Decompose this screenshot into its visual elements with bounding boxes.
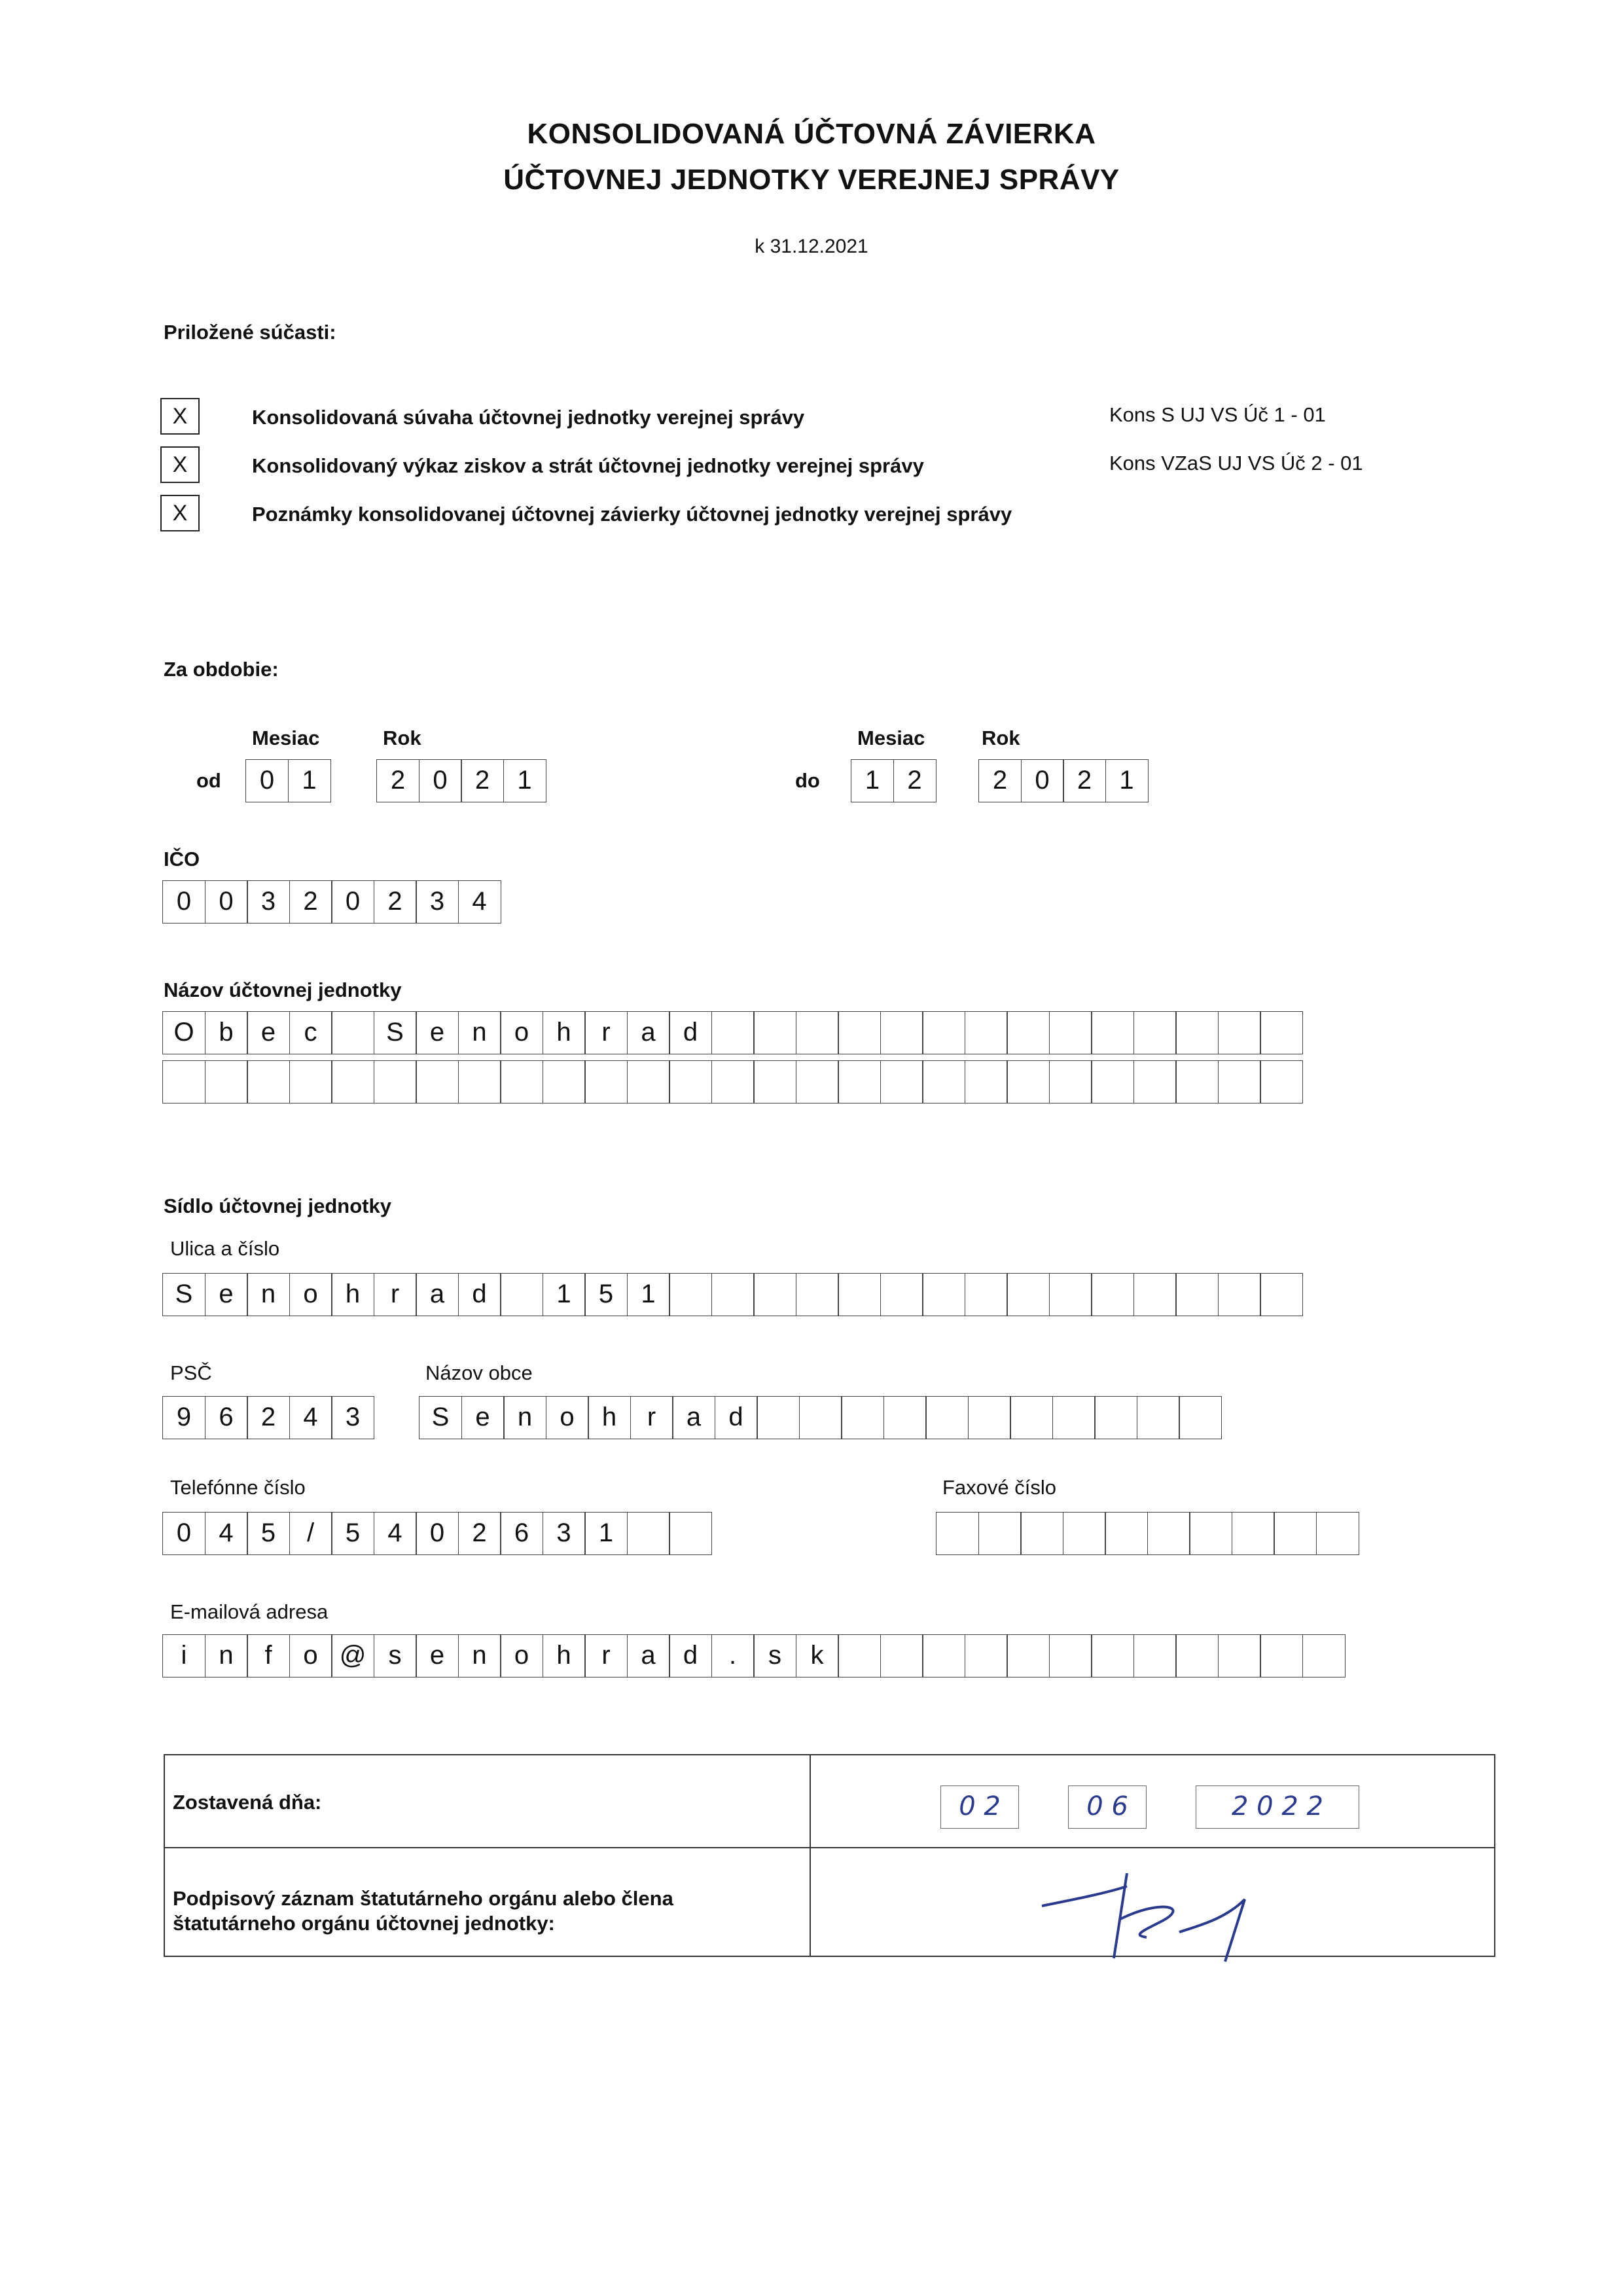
char-box: a (416, 1273, 459, 1316)
char-box (1091, 1273, 1134, 1316)
char-box (1218, 1273, 1261, 1316)
digit-box: 1 (851, 759, 894, 802)
phone-label: Telefónne číslo (170, 1476, 306, 1499)
year-box[interactable] (1196, 1785, 1359, 1829)
char-box (1316, 1512, 1359, 1555)
char-box (965, 1060, 1008, 1103)
char-box (922, 1011, 965, 1054)
attachment-row (160, 398, 1567, 437)
digit-box: 0 (1021, 759, 1064, 802)
char-box: S (162, 1273, 205, 1316)
char-box (880, 1634, 923, 1677)
char-box: 3 (247, 880, 290, 924)
fax-label: Faxové číslo (942, 1476, 1057, 1499)
char-box: 1 (543, 1273, 586, 1316)
char-box (1260, 1060, 1303, 1103)
day-value: 0 2 (959, 1791, 1001, 1821)
to-year-label: Rok (982, 726, 1020, 749)
char-box (1218, 1060, 1261, 1103)
char-box (1133, 1011, 1177, 1054)
char-box: 2 (289, 880, 332, 924)
attachment-checkbox[interactable]: X (160, 495, 200, 531)
char-box (1189, 1512, 1232, 1555)
char-box: o (546, 1396, 589, 1439)
char-box: n (458, 1634, 501, 1677)
char-box: 4 (205, 1512, 248, 1555)
char-box (1049, 1060, 1092, 1103)
entity-name-label: Názov účtovnej jednotky (164, 978, 402, 1001)
char-box: 3 (331, 1396, 374, 1439)
char-box: d (669, 1011, 712, 1054)
char-box: r (630, 1396, 673, 1439)
day-box[interactable] (940, 1785, 1019, 1829)
char-box: h (331, 1273, 374, 1316)
char-box (416, 1060, 459, 1103)
ico-label: IČO (164, 848, 200, 870)
char-box (247, 1060, 290, 1103)
char-box: d (715, 1396, 758, 1439)
char-box (753, 1011, 796, 1054)
char-box: n (247, 1273, 290, 1316)
char-box (711, 1011, 755, 1054)
to-year-boxes[interactable] (978, 759, 1147, 802)
char-box (205, 1060, 248, 1103)
char-box (1175, 1273, 1219, 1316)
entity-name-row2[interactable] (162, 1060, 1302, 1103)
char-box: k (796, 1634, 839, 1677)
char-box (753, 1060, 796, 1103)
digit-box: 1 (503, 759, 546, 802)
char-box: r (374, 1273, 417, 1316)
char-box (1147, 1512, 1190, 1555)
phone-boxes[interactable] (162, 1512, 711, 1555)
street-boxes[interactable] (162, 1273, 1302, 1316)
psc-label: PSČ (170, 1361, 212, 1384)
char-box (669, 1273, 712, 1316)
char-box: 0 (416, 1512, 459, 1555)
city-boxes[interactable] (419, 1396, 1221, 1439)
char-box: 3 (416, 880, 459, 924)
char-box (1007, 1011, 1050, 1054)
from-month-label: Mesiac (252, 726, 320, 749)
char-box (838, 1011, 881, 1054)
char-box: o (500, 1634, 543, 1677)
char-box (1175, 1011, 1219, 1054)
email-label: E-mailová adresa (170, 1600, 329, 1623)
char-box (880, 1060, 923, 1103)
digit-box: 0 (419, 759, 462, 802)
char-box (1007, 1060, 1050, 1103)
char-box (500, 1060, 543, 1103)
char-box: @ (331, 1634, 374, 1677)
char-box: o (289, 1634, 332, 1677)
char-box: 3 (543, 1512, 586, 1555)
char-box (1133, 1060, 1177, 1103)
from-label: od (196, 769, 221, 792)
char-box: O (162, 1011, 205, 1054)
char-box (627, 1060, 670, 1103)
char-box (936, 1512, 979, 1555)
from-year-boxes[interactable] (376, 759, 545, 802)
char-box (1052, 1396, 1096, 1439)
month-value: 0 6 (1086, 1791, 1128, 1821)
char-box: 5 (247, 1512, 290, 1555)
char-box: r (584, 1011, 628, 1054)
char-box (1218, 1634, 1261, 1677)
char-box: S (419, 1396, 462, 1439)
char-box: 5 (584, 1273, 628, 1316)
char-box: 0 (205, 880, 248, 924)
char-box: e (247, 1011, 290, 1054)
char-box (1007, 1634, 1050, 1677)
to-month-label: Mesiac (857, 726, 925, 749)
char-box: h (543, 1634, 586, 1677)
entity-name-row1[interactable] (162, 1011, 1302, 1054)
char-box (1133, 1634, 1177, 1677)
ico-boxes[interactable] (162, 880, 500, 924)
char-box (1179, 1396, 1222, 1439)
digit-box: 2 (461, 759, 504, 802)
from-month-boxes[interactable] (245, 759, 330, 802)
char-box (1094, 1396, 1137, 1439)
char-box (757, 1396, 800, 1439)
char-box (922, 1060, 965, 1103)
char-box (841, 1396, 884, 1439)
char-box (838, 1060, 881, 1103)
document-date: k 31.12.2021 (755, 236, 868, 257)
char-box (753, 1273, 796, 1316)
char-box: f (247, 1634, 290, 1677)
document-title-line1: KONSOLIDOVANÁ ÚČTOVNÁ ZÁVIERKA (527, 118, 1096, 150)
year-value: 2 0 2 2 (1232, 1791, 1323, 1821)
char-box (289, 1060, 332, 1103)
attachment-label: Konsolidovaný výkaz ziskov a strát účtovnej jednotky verejnej správy (252, 454, 924, 477)
char-box (669, 1060, 712, 1103)
char-box (796, 1273, 839, 1316)
char-box (1007, 1273, 1050, 1316)
from-year-label: Rok (383, 726, 421, 749)
char-box (968, 1396, 1011, 1439)
char-box: / (289, 1512, 332, 1555)
email-boxes[interactable] (162, 1634, 1344, 1677)
to-label: do (795, 769, 820, 792)
attachment-row (160, 446, 1567, 486)
attachment-checkbox[interactable]: X (160, 446, 200, 483)
char-box (1137, 1396, 1180, 1439)
document-title-line2: ÚČTOVNEJ JEDNOTKY VEREJNEJ SPRÁVY (503, 164, 1120, 196)
char-box (1091, 1011, 1134, 1054)
char-box (796, 1060, 839, 1103)
char-box: d (458, 1273, 501, 1316)
char-box: s (753, 1634, 796, 1677)
char-box (1105, 1512, 1148, 1555)
psc-boxes[interactable] (162, 1396, 374, 1439)
char-box: s (374, 1634, 417, 1677)
digit-box: 2 (978, 759, 1022, 802)
month-box[interactable] (1068, 1785, 1147, 1829)
char-box: d (669, 1634, 712, 1677)
char-box (500, 1273, 543, 1316)
char-box (880, 1273, 923, 1316)
char-box: 6 (205, 1396, 248, 1439)
char-box (331, 1060, 374, 1103)
char-box (965, 1273, 1008, 1316)
attachment-row (160, 495, 1567, 534)
table-divider (165, 1847, 1494, 1848)
char-box (1091, 1060, 1134, 1103)
char-box (796, 1011, 839, 1054)
char-box: 1 (627, 1273, 670, 1316)
char-box (1020, 1512, 1063, 1555)
char-box: e (416, 1634, 459, 1677)
handwritten-signature (1029, 1860, 1291, 1965)
char-box (799, 1396, 842, 1439)
char-box (1010, 1396, 1053, 1439)
char-box (883, 1396, 927, 1439)
char-box (711, 1060, 755, 1103)
char-box: 4 (374, 1512, 417, 1555)
char-box (543, 1060, 586, 1103)
char-box: S (374, 1011, 417, 1054)
attachment-code: Kons S UJ VS Úč 1 - 01 (1109, 403, 1326, 426)
city-label: Názov obce (425, 1361, 533, 1384)
char-box: h (588, 1396, 631, 1439)
char-box: a (627, 1011, 670, 1054)
char-box: r (584, 1634, 628, 1677)
char-box (1232, 1512, 1275, 1555)
char-box: 6 (500, 1512, 543, 1555)
char-box (1302, 1634, 1346, 1677)
char-box: n (205, 1634, 248, 1677)
char-box: n (503, 1396, 546, 1439)
char-box: 0 (331, 880, 374, 924)
char-box (925, 1396, 969, 1439)
char-box: 2 (247, 1396, 290, 1439)
char-box (880, 1011, 923, 1054)
signature-label: Podpisový záznam štatutárneho orgánu alebo člena štatutárneho orgánu účtovnej jednotky: (173, 1887, 673, 1935)
signature-table (164, 1754, 1495, 1957)
char-box (1049, 1273, 1092, 1316)
char-box (1218, 1011, 1261, 1054)
char-box (838, 1634, 881, 1677)
char-box (627, 1512, 670, 1555)
char-box: 2 (374, 880, 417, 924)
street-label: Ulica a číslo (170, 1237, 280, 1260)
digit-box: 2 (893, 759, 936, 802)
char-box (922, 1634, 965, 1677)
char-box (978, 1512, 1022, 1555)
char-box: 9 (162, 1396, 205, 1439)
char-box: 4 (458, 880, 501, 924)
to-month-boxes[interactable] (851, 759, 935, 802)
char-box: 2 (458, 1512, 501, 1555)
attachments-heading: Priložené súčasti: (164, 321, 336, 344)
char-box (669, 1512, 712, 1555)
char-box (1091, 1634, 1134, 1677)
digit-box: 2 (376, 759, 419, 802)
char-box: c (289, 1011, 332, 1054)
compiled-date-label: Zostavená dňa: (173, 1791, 322, 1814)
attachment-label: Konsolidovaná súvaha účtovnej jednotky verejnej správy (252, 406, 805, 429)
digit-box: 2 (1063, 759, 1106, 802)
char-box: n (458, 1011, 501, 1054)
char-box: 0 (162, 880, 205, 924)
char-box (922, 1273, 965, 1316)
char-box (1260, 1634, 1303, 1677)
char-box (1274, 1512, 1317, 1555)
char-box (1063, 1512, 1106, 1555)
digit-box: 0 (245, 759, 289, 802)
char-box: i (162, 1634, 205, 1677)
char-box (1260, 1011, 1303, 1054)
char-box (1260, 1273, 1303, 1316)
char-box (1049, 1634, 1092, 1677)
period-heading: Za obdobie: (164, 658, 279, 681)
char-box (1133, 1273, 1177, 1316)
char-box: e (205, 1273, 248, 1316)
digit-box: 1 (1105, 759, 1149, 802)
char-box: 1 (584, 1512, 628, 1555)
char-box: . (711, 1634, 755, 1677)
char-box (162, 1060, 205, 1103)
char-box: a (672, 1396, 715, 1439)
char-box: o (289, 1273, 332, 1316)
attachment-checkbox[interactable]: X (160, 398, 200, 435)
char-box (458, 1060, 501, 1103)
char-box: b (205, 1011, 248, 1054)
char-box (838, 1273, 881, 1316)
char-box: o (500, 1011, 543, 1054)
char-box: 4 (289, 1396, 332, 1439)
seat-heading: Sídlo účtovnej jednotky (164, 1194, 391, 1217)
char-box: a (627, 1634, 670, 1677)
char-box (1175, 1634, 1219, 1677)
char-box (1049, 1011, 1092, 1054)
char-box (965, 1634, 1008, 1677)
char-box: 0 (162, 1512, 205, 1555)
attachment-label: Poznámky konsolidovanej účtovnej závierky účtovnej jednotky verejnej správy (252, 503, 1012, 526)
char-box (331, 1011, 374, 1054)
char-box (374, 1060, 417, 1103)
char-box (584, 1060, 628, 1103)
fax-boxes[interactable] (936, 1512, 1358, 1555)
char-box: e (416, 1011, 459, 1054)
attachment-code: Kons VZaS UJ VS Úč 2 - 01 (1109, 452, 1363, 475)
char-box (711, 1273, 755, 1316)
char-box: e (461, 1396, 505, 1439)
char-box: 5 (331, 1512, 374, 1555)
table-divider (810, 1755, 811, 1956)
char-box (1175, 1060, 1219, 1103)
char-box: h (543, 1011, 586, 1054)
digit-box: 1 (288, 759, 331, 802)
char-box (965, 1011, 1008, 1054)
